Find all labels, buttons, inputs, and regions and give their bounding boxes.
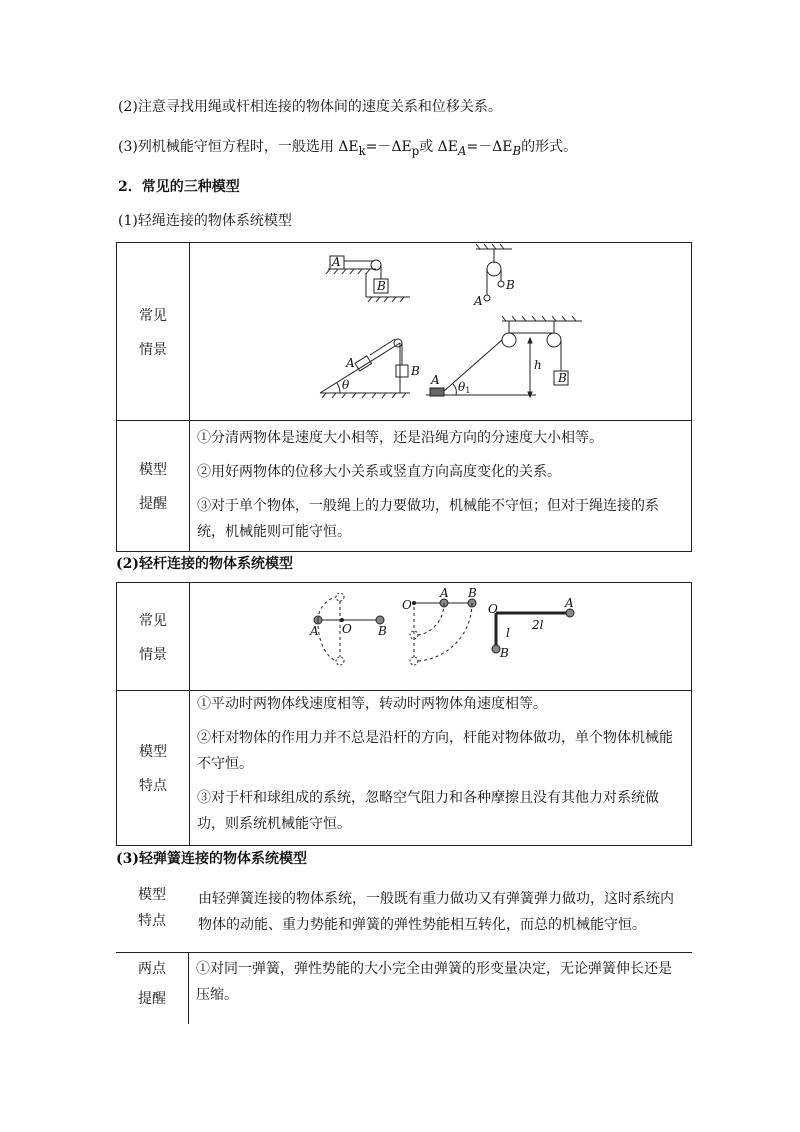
text: (3)列机械能守恒方程时，一般选用 ΔE [118, 139, 359, 155]
hatch-ground [326, 269, 370, 274]
feat-line: 物体的动能、重力势能和弹簧的弹性势能相互转化，而总的机械能守恒。 [198, 917, 646, 933]
fig-label-o: O [342, 622, 352, 636]
text: =－ΔE [365, 139, 412, 155]
sub-b: B [512, 143, 522, 158]
fig-label-a: A [440, 586, 449, 600]
tip-2: ②用好两物体的位移大小关系或竖直方向高度变化的关系。 [197, 464, 561, 480]
spring-tip-text [196, 956, 672, 1008]
fig-label-a: A [346, 356, 355, 370]
rope-figure-svg [190, 243, 693, 421]
rope-scene-row [117, 243, 691, 421]
model-2-title: (2)轻杆连接的物体系统模型 [116, 556, 293, 572]
fig-label-a: A [332, 255, 341, 269]
rope-model-table [116, 242, 692, 552]
fig-label-b: B [500, 646, 509, 660]
label-line: 提醒 [138, 991, 166, 1007]
feature-1: ①平动时两物体线速度相等，转动时两物体角速度相等。 [197, 696, 547, 712]
fig-label-a: A [431, 373, 440, 387]
ball-b [498, 281, 504, 287]
label-line: 常见 [139, 307, 167, 324]
rope-tips [197, 425, 681, 545]
tip-1: ①分清两物体是速度大小相等，还是沿绳方向的分速度大小相等。 [197, 430, 603, 446]
label-line: 模型 [139, 744, 167, 760]
fig-label-a: A [310, 624, 319, 638]
label-line: 两点 [138, 961, 166, 977]
ceiling-pulley [487, 262, 501, 276]
scene-label [117, 243, 190, 420]
ball-a-3 [566, 609, 574, 617]
fig-label-o: O [402, 598, 412, 612]
fig-label-2l: 2l [532, 618, 544, 632]
spring-feat-text [198, 886, 674, 938]
ground-block-a [430, 388, 444, 396]
feature-3: ③对于杆和球组成的系统，忽略空气阻力和各种摩擦且没有其他力对系统做 [197, 790, 659, 806]
label-line: 模型 [139, 462, 167, 478]
text: 的形式。 [521, 139, 578, 155]
sub-a: A [458, 143, 467, 158]
incline-block-a [355, 356, 372, 371]
pulley-left [502, 333, 516, 347]
rope-figures [190, 243, 691, 420]
spring-feat-label [116, 882, 188, 934]
hanging-block-b [396, 365, 408, 377]
feat-line: 由轻弹簧连接的物体系统，一般既有重力做功又有弹簧弹力做功，这时系统内 [198, 891, 674, 907]
fig-label-b: B [411, 364, 420, 378]
fig-label-b: B [506, 278, 515, 292]
rod-figure-svg [190, 583, 693, 691]
fig-label-theta1: θ1 [458, 380, 471, 395]
rod-features [197, 691, 681, 837]
fig-label-a: A [474, 294, 483, 308]
label-line: 模型 [138, 887, 166, 903]
intro-line-3 [118, 136, 577, 158]
label-line: 特点 [138, 913, 166, 929]
spring-model-block [116, 874, 692, 1026]
rod-scene-row [117, 583, 691, 691]
fig-label-a: A [565, 596, 574, 610]
label-line: 情景 [139, 341, 167, 358]
rod-model-table [116, 582, 692, 846]
rope-tips-row [117, 421, 691, 551]
fig-label-b: B [378, 624, 387, 638]
pulley-right [547, 333, 561, 347]
sub-p: p [411, 143, 420, 158]
model-3-title: (3)轻弹簧连接的物体系统模型 [116, 851, 307, 867]
label-line: 提醒 [139, 496, 167, 512]
text: =－ΔE [466, 139, 513, 155]
tip-3-cont: 统，机械能则可能守恒。 [197, 524, 351, 540]
rod-features-row [117, 691, 691, 845]
label-line: 特点 [139, 778, 167, 794]
fig-label-o: O [488, 602, 498, 616]
section-2-heading: 2．常见的三种模型 [118, 179, 240, 195]
fig-label-theta: θ [342, 378, 350, 392]
fig-label-l: l [506, 626, 510, 640]
ball-b [376, 616, 384, 624]
ball-b-3 [492, 645, 500, 653]
feature-3-cont: 功，则系统机械能守恒。 [197, 816, 351, 832]
tip-line: 压缩。 [196, 987, 238, 1003]
text: 或 ΔE [419, 139, 459, 155]
fig-label-h: h [534, 358, 542, 372]
feature-2: ②杆对物体的作用力并不总是沿杆的方向，杆能对物体做功，单个物体机械能 [197, 730, 673, 746]
tip-label [117, 421, 190, 551]
scene-label [117, 583, 190, 690]
feature-2-cont: 不守恒。 [197, 756, 253, 772]
fig-label-b: B [558, 371, 567, 385]
tip-3: ③对于单个物体，一般绳上的力要做功，机械能不守恒；但对于绳连接的系 [197, 498, 659, 514]
label-line: 常见 [139, 612, 167, 629]
ball-a [484, 295, 490, 301]
feat-label [117, 691, 190, 845]
spring-tip-label [116, 954, 188, 1014]
spring-tip-divider [188, 952, 189, 1024]
rod-figures [190, 583, 691, 690]
label-line: 情景 [139, 646, 167, 663]
model-1-title: (1)轻绳连接的物体系统模型 [118, 213, 292, 229]
incline-pulley [394, 339, 402, 347]
tip-line: ①对同一弹簧，弹性势能的大小完全由弹簧的形变量决定，无论弹簧伸长还是 [196, 961, 672, 977]
intro-line-2: (2)注意寻找用绳或杆相连接的物体间的速度关系和位移关系。 [118, 99, 502, 115]
fig-label-b: B [377, 279, 386, 293]
fig-label-b: B [468, 586, 477, 600]
sub-k: k [358, 143, 366, 158]
divider [116, 952, 692, 953]
